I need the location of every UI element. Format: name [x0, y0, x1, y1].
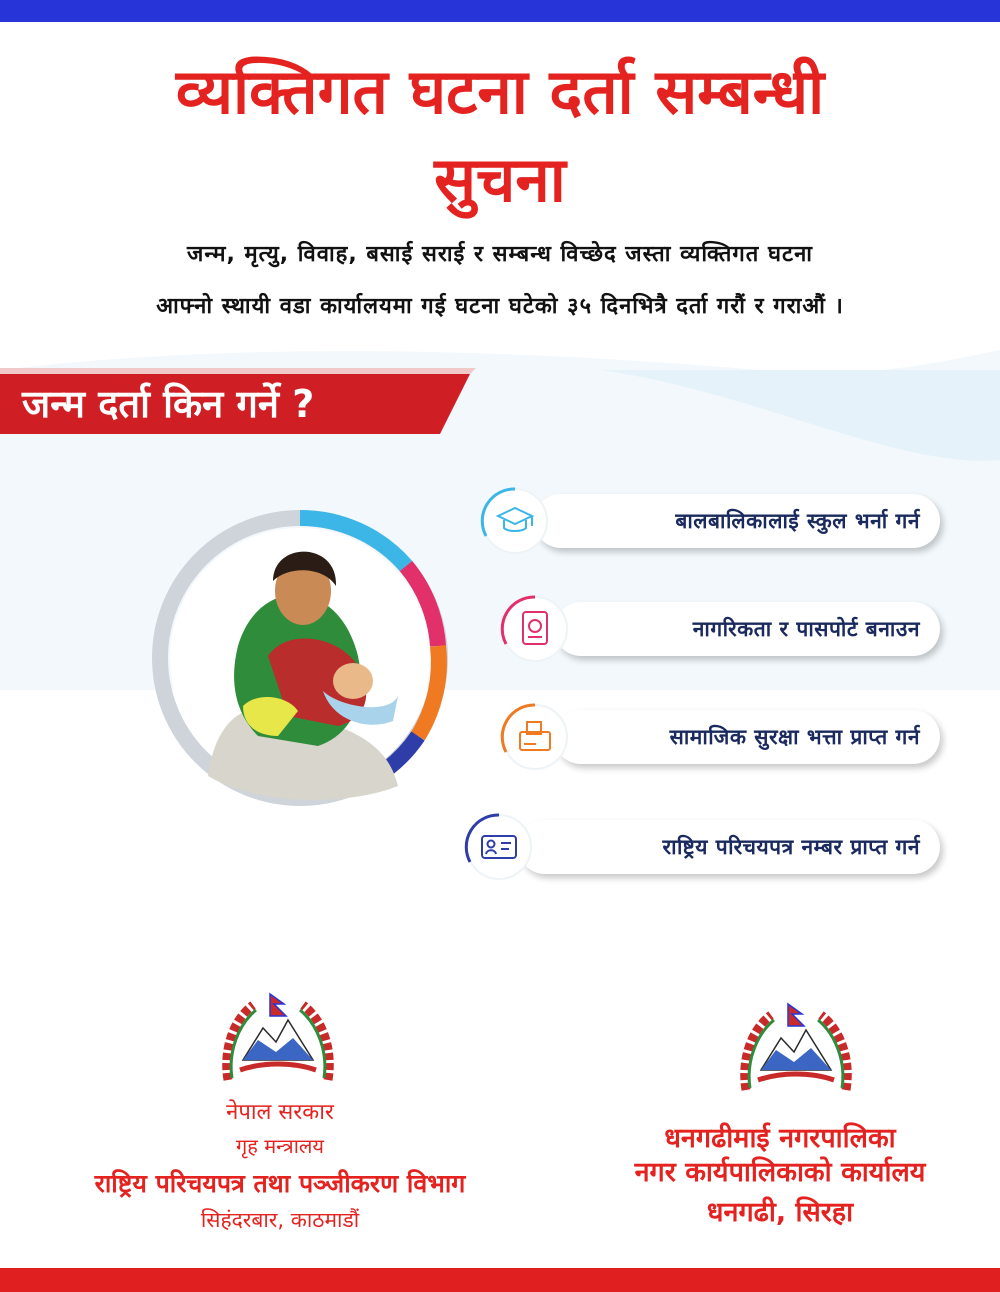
reason-label: नागरिकता र पासपोर्ट बनाउन: [692, 617, 920, 641]
nepal-government-emblem: [218, 990, 338, 1090]
notice-title-second-line: सुचना: [434, 143, 566, 216]
reason-label: सामाजिक सुरक्षा भत्ता प्राप्त गर्न: [669, 725, 920, 749]
banner-heading: जन्म दर्ता किन गर्ने ?: [22, 382, 315, 426]
top-color-bar: [0, 0, 1000, 22]
reason-item-social-security: [498, 706, 940, 766]
municipality-office: नगर कार्यपालिकाको कार्यालय: [634, 1157, 926, 1188]
department-name: राष्ट्रिय परिचयपत्र तथा पञ्जीकरण विभाग: [94, 1169, 466, 1198]
intro-text-line-2: आफ्नो स्थायी वडा कार्यालयमा गई घटना घटेको ३५ दिनभित्रै दर्ता गरौं र गराऔं ।: [156, 294, 844, 319]
municipality-emblem: [736, 1000, 856, 1100]
bottom-color-bar: [0, 1268, 1000, 1292]
government-name: नेपाल सरकार: [226, 1100, 334, 1125]
municipality-address: धनगढी, सिरहा: [706, 1197, 854, 1228]
notice-title: व्यक्तिगत घटना दर्ता सम्बन्धी: [175, 55, 825, 128]
reason-label: बालबालिकालाई स्कुल भर्ना गर्न: [675, 509, 920, 533]
ministry-name: गृह मन्त्रालय: [235, 1134, 325, 1158]
intro-text-line-1: जन्म, मृत्यु, विवाह, बसाई सराई र सम्बन्ध विच्छेद जस्ता व्यक्तिगत घटना: [187, 242, 813, 267]
graduation-cap-icon: [478, 484, 552, 558]
reason-item-school-admission: [478, 490, 940, 550]
reason-label: राष्ट्रिय परिचयपत्र नम्बर प्राप्त गर्न: [662, 835, 920, 859]
municipality-name: धनगढीमाई नगरपालिका: [664, 1123, 896, 1154]
passport-icon: [498, 592, 572, 666]
department-address: सिहंदरबार, काठमाडौं: [200, 1208, 360, 1232]
reason-item-citizenship-passport: [498, 598, 940, 658]
wallet-card-icon: [498, 700, 572, 774]
mother-baby-illustration: [148, 506, 452, 810]
reason-item-national-id: [462, 816, 940, 876]
id-card-icon: [462, 810, 536, 884]
